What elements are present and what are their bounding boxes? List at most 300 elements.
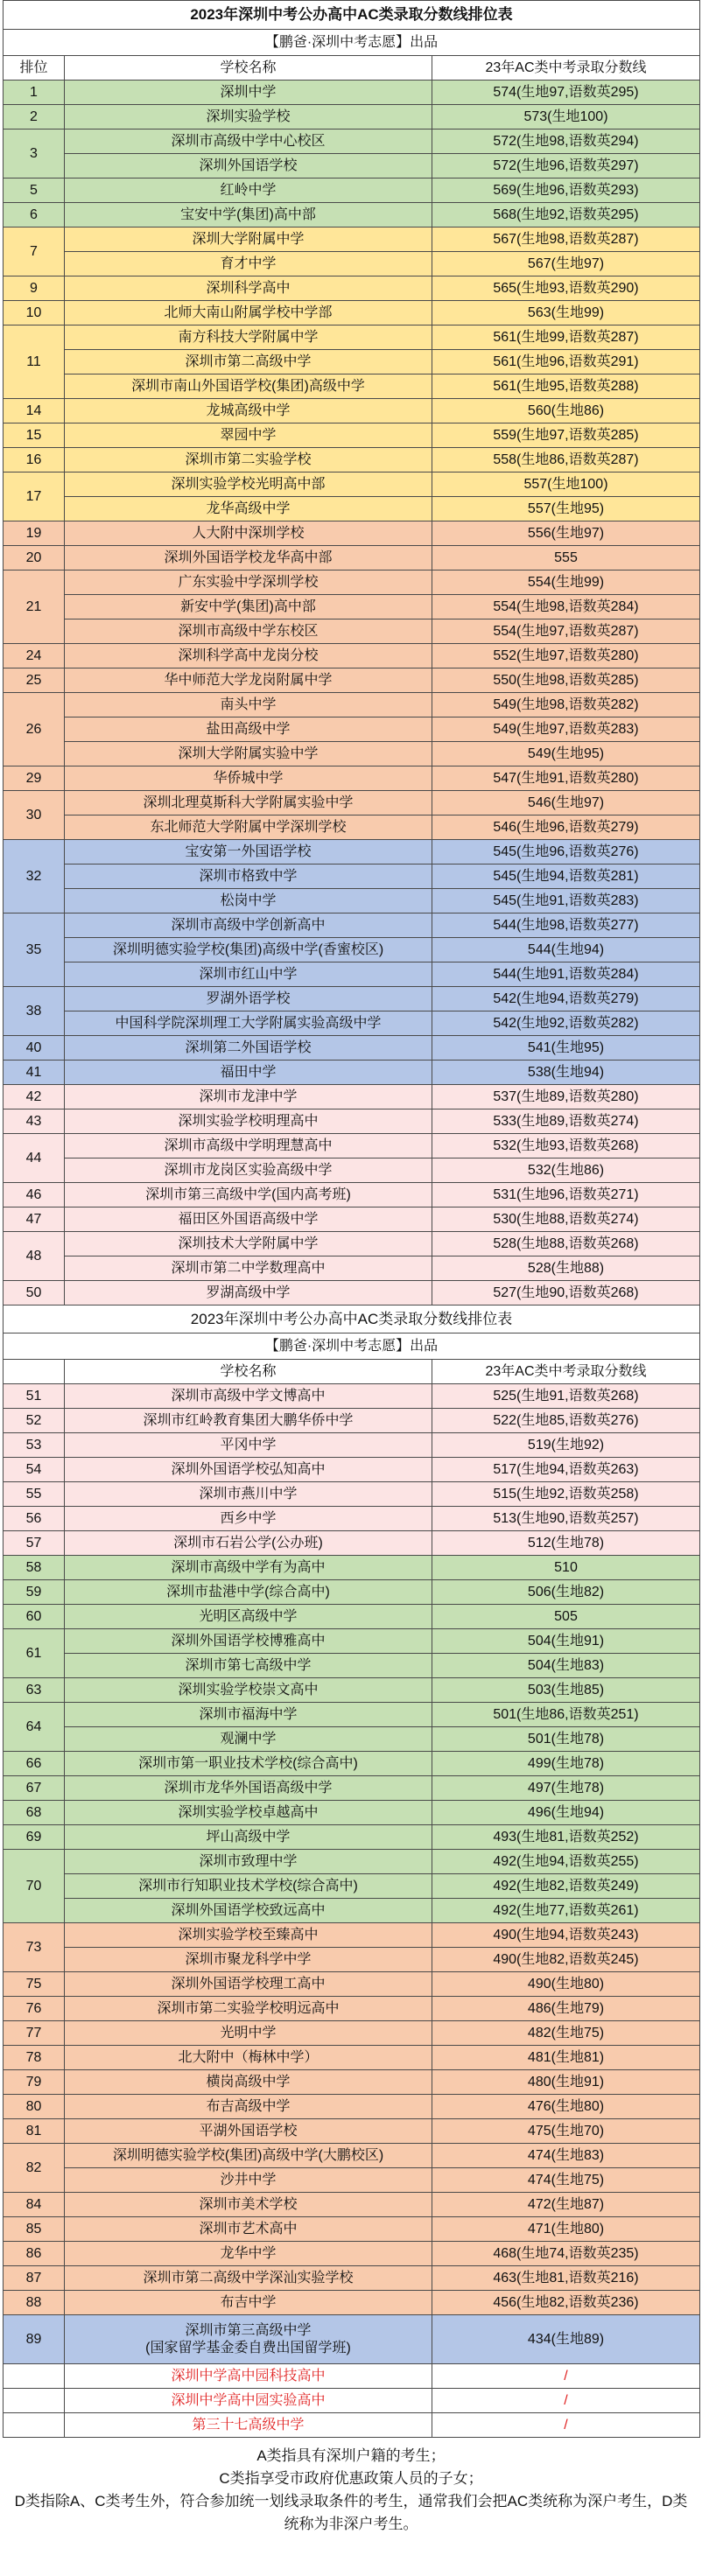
rank-cell: 61 xyxy=(4,1629,65,1678)
table-row xyxy=(4,1776,700,1801)
rank-cell: 48 xyxy=(4,1232,65,1281)
rank-cell: 35 xyxy=(4,914,65,987)
school-cell: 深圳市行知职业技术学校(综合高中) xyxy=(65,1874,432,1899)
rank-cell: 11 xyxy=(4,326,65,399)
rank-cell: 75 xyxy=(4,1972,65,1997)
score-cell: 545(生地91,语数英283) xyxy=(432,889,700,914)
rank-cell: 5 xyxy=(4,178,65,203)
school-cell: 罗湖高级中学 xyxy=(65,1281,432,1306)
score-cell: 481(生地81) xyxy=(432,2046,700,2070)
school-cell: 深圳市致理中学 xyxy=(65,1850,432,1874)
score-cell: 499(生地78) xyxy=(432,1752,700,1776)
rank-cell xyxy=(4,2364,65,2389)
table-row xyxy=(4,914,700,938)
rank-cell: 69 xyxy=(4,1825,65,1850)
school-cell: 红岭中学 xyxy=(65,178,432,203)
school-cell: 深圳实验学校至臻高中 xyxy=(65,1923,432,1948)
table-row xyxy=(4,2070,700,2095)
table-row xyxy=(4,1507,700,1531)
table-row xyxy=(4,522,700,546)
school-cell: 深圳市高级中学中心校区 xyxy=(65,130,432,154)
header-school: 学校名称 xyxy=(65,1360,432,1384)
score-cell: 490(生地80) xyxy=(432,1972,700,1997)
rank-cell: 64 xyxy=(4,1703,65,1752)
school-cell: 深圳市第二中学数理高中 xyxy=(65,1256,432,1281)
table-row xyxy=(4,2095,700,2119)
rank-cell: 66 xyxy=(4,1752,65,1776)
score-cell: 567(生地98,语数英287) xyxy=(432,228,700,252)
table-row xyxy=(4,2144,700,2168)
score-cell: 476(生地80) xyxy=(432,2095,700,2119)
table-row xyxy=(4,718,700,742)
score-cell: 557(生地95) xyxy=(432,497,700,522)
rank-cell: 56 xyxy=(4,1507,65,1531)
rank-cell: 1 xyxy=(4,80,65,105)
table-row xyxy=(4,1752,700,1776)
table-row xyxy=(4,791,700,816)
table-row xyxy=(4,228,700,252)
table-row xyxy=(4,742,700,766)
score-cell: 434(生地89) xyxy=(432,2315,700,2364)
score-cell: 531(生地96,语数英271) xyxy=(432,1183,700,1208)
school-cell: 中国科学院深圳理工大学附属实验高级中学 xyxy=(65,1012,432,1036)
score-cell: 517(生地94,语数英263) xyxy=(432,1458,700,1482)
school-cell: 盐田高级中学 xyxy=(65,718,432,742)
table-row xyxy=(4,301,700,326)
table-row xyxy=(4,620,700,644)
score-cell: 504(生地83) xyxy=(432,1654,700,1678)
table-row xyxy=(4,840,700,864)
school-cell: 深圳市格致中学 xyxy=(65,864,432,889)
score-cell: 541(生地95) xyxy=(432,1036,700,1060)
rank-cell: 82 xyxy=(4,2144,65,2193)
table-row xyxy=(4,2021,700,2046)
table-row xyxy=(4,595,700,620)
school-cell: 深圳市第二高级中学 xyxy=(65,350,432,374)
school-cell: 人大附中深圳学校 xyxy=(65,522,432,546)
score-cell: 532(生地93,语数英268) xyxy=(432,1134,700,1158)
school-cell: 龙城高级中学 xyxy=(65,399,432,424)
score-cell: 558(生地86,语数英287) xyxy=(432,448,700,472)
table-row xyxy=(4,1997,700,2021)
score-cell: 573(生地100) xyxy=(432,105,700,130)
score-cell: 505 xyxy=(432,1605,700,1629)
school-cell: 北师大南山附属学校中学部 xyxy=(65,301,432,326)
school-cell: 龙华高级中学 xyxy=(65,497,432,522)
table-row xyxy=(4,1036,700,1060)
score-cell: 572(生地96,语数英297) xyxy=(432,154,700,178)
school-cell: 罗湖外语学校 xyxy=(65,987,432,1012)
score-cell: 569(生地96,语数英293) xyxy=(432,178,700,203)
table-row xyxy=(4,816,700,840)
score-cell: 475(生地70) xyxy=(432,2119,700,2144)
rank-cell: 52 xyxy=(4,1409,65,1433)
school-cell: 深圳外国语学校弘知高中 xyxy=(65,1458,432,1482)
score-cell: 563(生地99) xyxy=(432,301,700,326)
table-row xyxy=(4,1281,700,1306)
table-row xyxy=(4,1801,700,1825)
school-cell: 深圳市第三高级中学(国内高考班) xyxy=(65,1183,432,1208)
school-cell: 育才中学 xyxy=(65,252,432,276)
score-cell: 522(生地85,语数英276) xyxy=(432,1409,700,1433)
score-cell: 550(生地98,语数英285) xyxy=(432,668,700,693)
rank-cell: 19 xyxy=(4,522,65,546)
rank-cell: 60 xyxy=(4,1605,65,1629)
table-row xyxy=(4,1948,700,1972)
school-cell: 福田中学 xyxy=(65,1060,432,1085)
school-cell: 深圳实验学校卓越高中 xyxy=(65,1801,432,1825)
table-row xyxy=(4,448,700,472)
table-row xyxy=(4,1384,700,1409)
table-row xyxy=(4,1580,700,1605)
table-row xyxy=(4,374,700,399)
score-cell: 544(生地94) xyxy=(432,938,700,962)
school-cell: 深圳市福海中学 xyxy=(65,1703,432,1727)
rank-cell: 40 xyxy=(4,1036,65,1060)
rank-cell: 57 xyxy=(4,1531,65,1556)
rank-cell xyxy=(4,2389,65,2413)
school-cell: 深圳市红山中学 xyxy=(65,962,432,987)
score-cell: 556(生地97) xyxy=(432,522,700,546)
school-cell: 深圳科学高中 xyxy=(65,276,432,301)
score-cell: 546(生地96,语数英279) xyxy=(432,816,700,840)
rank-cell: 54 xyxy=(4,1458,65,1482)
school-cell: 南方科技大学附属中学 xyxy=(65,326,432,350)
header-score: 23年AC类中考录取分数线 xyxy=(432,1360,700,1384)
score-cell: 471(生地80) xyxy=(432,2217,700,2242)
score-cell: / xyxy=(432,2364,700,2389)
score-cell: 492(生地82,语数英249) xyxy=(432,1874,700,1899)
table-row xyxy=(4,962,700,987)
header-school: 学校名称 xyxy=(65,56,432,80)
score-cell: 574(生地97,语数英295) xyxy=(432,80,700,105)
rank-cell: 79 xyxy=(4,2070,65,2095)
school-cell: 深圳大学附属实验中学 xyxy=(65,742,432,766)
rank-cell: 26 xyxy=(4,693,65,766)
school-cell: 深圳市第二实验学校 xyxy=(65,448,432,472)
rank-cell: 63 xyxy=(4,1678,65,1703)
school-cell: 深圳市第二高级中学深汕实验学校 xyxy=(65,2266,432,2291)
rank-cell: 29 xyxy=(4,766,65,791)
table-row xyxy=(4,2168,700,2193)
table-row xyxy=(4,154,700,178)
table-row xyxy=(4,668,700,693)
score-cell: 561(生地96,语数英291) xyxy=(432,350,700,374)
table-header xyxy=(4,56,700,80)
rank-cell: 84 xyxy=(4,2193,65,2217)
rank-cell: 20 xyxy=(4,546,65,570)
rank-cell: 73 xyxy=(4,1923,65,1972)
school-cell: 深圳第二外国语学校 xyxy=(65,1036,432,1060)
table-row xyxy=(4,424,700,448)
table-row xyxy=(4,766,700,791)
score-cell: 568(生地92,语数英295) xyxy=(432,203,700,228)
table-row xyxy=(4,1899,700,1923)
rank-cell: 47 xyxy=(4,1208,65,1232)
rank-cell xyxy=(4,2413,65,2438)
table-row xyxy=(4,1110,700,1134)
rank-cell: 7 xyxy=(4,228,65,276)
score-cell: 544(生地98,语数英277) xyxy=(432,914,700,938)
rank-cell: 76 xyxy=(4,1997,65,2021)
table-row xyxy=(4,1232,700,1256)
score-cell: 542(生地94,语数英279) xyxy=(432,987,700,1012)
table-row xyxy=(4,1482,700,1507)
rank-cell: 17 xyxy=(4,472,65,522)
score-cell: 567(生地97) xyxy=(432,252,700,276)
score-cell: 530(生地88,语数英274) xyxy=(432,1208,700,1232)
rank-cell: 67 xyxy=(4,1776,65,1801)
table-row xyxy=(4,1085,700,1110)
table-row xyxy=(4,1629,700,1654)
score-cell: 506(生地82) xyxy=(432,1580,700,1605)
table-row xyxy=(4,276,700,301)
school-cell: 深圳大学附属中学 xyxy=(65,228,432,252)
table-row xyxy=(4,938,700,962)
school-cell: 松岗中学 xyxy=(65,889,432,914)
footer-note-c: C类指享受市政府优惠政策人员的子女； xyxy=(219,2470,483,2487)
school-cell: 横岗高级中学 xyxy=(65,2070,432,2095)
table-row xyxy=(4,1727,700,1752)
school-cell: 西乡中学 xyxy=(65,1507,432,1531)
rank-cell: 50 xyxy=(4,1281,65,1306)
school-cell: 光明中学 xyxy=(65,2021,432,2046)
score-cell: 561(生地95,语数英288) xyxy=(432,374,700,399)
score-cell: 492(生地94,语数英255) xyxy=(432,1850,700,1874)
score-cell: / xyxy=(432,2389,700,2413)
table-row xyxy=(4,2266,700,2291)
table-row xyxy=(4,350,700,374)
rank-cell: 51 xyxy=(4,1384,65,1409)
table-row xyxy=(4,1923,700,1948)
table-title: 2023年深圳中考公办高中AC类录取分数线排位表 xyxy=(4,1,700,30)
table-row xyxy=(4,1556,700,1580)
school-cell: 深圳科学高中龙岗分校 xyxy=(65,644,432,668)
rank-cell: 85 xyxy=(4,2217,65,2242)
table-row xyxy=(4,1850,700,1874)
table-row xyxy=(4,889,700,914)
school-cell: 深圳市南山外国语学校(集团)高级中学 xyxy=(65,374,432,399)
rank-cell: 10 xyxy=(4,301,65,326)
score-cell: / xyxy=(432,2413,700,2438)
rank-cell: 16 xyxy=(4,448,65,472)
table-row xyxy=(4,399,700,424)
score-cell: 545(生地96,语数英276) xyxy=(432,840,700,864)
footer-note-d: D类指除A、C类考生外，符合参加统一划线录取条件的考生，通常我们会把AC类统称为深户考生，D类统称为非深户考生。 xyxy=(14,2493,688,2532)
table-title-2: 2023年深圳中考公办高中AC类录取分数线排位表 xyxy=(4,1306,700,1334)
score-cell: 527(生地90,语数英268) xyxy=(432,1281,700,1306)
school-cell: 布吉高级中学 xyxy=(65,2095,432,2119)
school-cell: 沙井中学 xyxy=(65,2168,432,2193)
score-cell: 492(生地77,语数英261) xyxy=(432,1899,700,1923)
rank-cell: 59 xyxy=(4,1580,65,1605)
rank-cell: 42 xyxy=(4,1085,65,1110)
table-row xyxy=(4,1678,700,1703)
school-cell: 北大附中（梅林中学） xyxy=(65,2046,432,2070)
school-cell: 深圳中学 xyxy=(65,80,432,105)
rank-cell: 55 xyxy=(4,1482,65,1507)
rank-cell: 87 xyxy=(4,2266,65,2291)
school-cell: 深圳北理莫斯科大学附属实验中学 xyxy=(65,791,432,816)
table-row xyxy=(4,1605,700,1629)
rank-cell: 86 xyxy=(4,2242,65,2266)
table-row xyxy=(4,2242,700,2266)
school-cell: 深圳市高级中学创新高中 xyxy=(65,914,432,938)
rank-cell: 44 xyxy=(4,1134,65,1183)
score-table xyxy=(3,0,700,2438)
school-cell: 深圳外国语学校博雅高中 xyxy=(65,1629,432,1654)
score-cell: 493(生地81,语数英252) xyxy=(432,1825,700,1850)
table-row xyxy=(4,2291,700,2315)
table-row xyxy=(4,472,700,497)
score-cell: 572(生地98,语数英294) xyxy=(432,130,700,154)
rank-cell: 68 xyxy=(4,1801,65,1825)
school-cell: 新安中学(集团)高中部 xyxy=(65,595,432,620)
score-cell: 546(生地97) xyxy=(432,791,700,816)
score-cell: 468(生地74,语数英235) xyxy=(432,2242,700,2266)
rank-cell: 25 xyxy=(4,668,65,693)
table-row xyxy=(4,2119,700,2144)
rank-cell: 3 xyxy=(4,130,65,178)
school-cell xyxy=(65,2315,432,2364)
table-header-2 xyxy=(4,1360,700,1384)
school-cell: 宝安中学(集团)高中部 xyxy=(65,203,432,228)
school-cell: 平冈中学 xyxy=(65,1433,432,1458)
table-row xyxy=(4,1183,700,1208)
score-cell: 557(生地100) xyxy=(432,472,700,497)
table-row xyxy=(4,2315,700,2364)
school-cell: 深圳市第七高级中学 xyxy=(65,1654,432,1678)
school-cell: 深圳市红岭教育集团大鹏华侨中学 xyxy=(65,1409,432,1433)
rank-cell: 46 xyxy=(4,1183,65,1208)
score-cell: 532(生地86) xyxy=(432,1158,700,1183)
score-cell: 533(生地89,语数英274) xyxy=(432,1110,700,1134)
school-cell: 光明区高级中学 xyxy=(65,1605,432,1629)
score-cell: 528(生地88) xyxy=(432,1256,700,1281)
table-row xyxy=(4,693,700,718)
school-cell: 深圳市高级中学东校区 xyxy=(65,620,432,644)
table-row xyxy=(4,252,700,276)
school-cell: 坪山高级中学 xyxy=(65,1825,432,1850)
table-row xyxy=(4,1654,700,1678)
school-cell: 布吉中学 xyxy=(65,2291,432,2315)
score-cell: 525(生地91,语数英268) xyxy=(432,1384,700,1409)
score-cell: 474(生地83) xyxy=(432,2144,700,2168)
rank-cell: 77 xyxy=(4,2021,65,2046)
school-cell: 深圳外国语学校理工高中 xyxy=(65,1972,432,1997)
score-cell: 565(生地93,语数英290) xyxy=(432,276,700,301)
school-cell: 翠园中学 xyxy=(65,424,432,448)
score-cell: 486(生地79) xyxy=(432,1997,700,2021)
score-cell: 456(生地82,语数英236) xyxy=(432,2291,700,2315)
score-cell: 554(生地99) xyxy=(432,570,700,595)
score-cell: 560(生地86) xyxy=(432,399,700,424)
school-cell: 深圳实验学校崇文高中 xyxy=(65,1678,432,1703)
school-cell: 深圳明德实验学校(集团)高级中学(香蜜校区) xyxy=(65,938,432,962)
score-cell: 490(生地94,语数英243) xyxy=(432,1923,700,1948)
school-cell: 深圳市第一职业技术学校(综合高中) xyxy=(65,1752,432,1776)
rank-cell: 38 xyxy=(4,987,65,1036)
source-note-2: 【鹏爸·深圳中考志愿】出品 xyxy=(4,1334,700,1360)
table-row xyxy=(4,1874,700,1899)
score-cell: 496(生地94) xyxy=(432,1801,700,1825)
school-cell: 深圳市高级中学文博高中 xyxy=(65,1384,432,1409)
school-cell: 深圳市石岩公学(公办班) xyxy=(65,1531,432,1556)
school-cell: 广东实验中学深圳学校 xyxy=(65,570,432,595)
school-cell: 华中师范大学龙岗附属中学 xyxy=(65,668,432,693)
score-cell: 463(生地81,语数英216) xyxy=(432,2266,700,2291)
school-name: 深圳市第三高级中学 xyxy=(185,2322,312,2338)
school-cell: 深圳市高级中学明理慧高中 xyxy=(65,1134,432,1158)
section2-note-row xyxy=(4,1334,700,1360)
rank-cell: 70 xyxy=(4,1850,65,1923)
school-cell: 深圳市盐港中学(综合高中) xyxy=(65,1580,432,1605)
school-cell: 深圳明德实验学校(集团)高级中学(大鹏校区) xyxy=(65,2144,432,2168)
table-row xyxy=(4,546,700,570)
school-cell: 深圳中学高中园科技高中 xyxy=(65,2364,432,2389)
school-cell: 深圳市艺术高中 xyxy=(65,2217,432,2242)
score-cell: 474(生地75) xyxy=(432,2168,700,2193)
rank-cell: 9 xyxy=(4,276,65,301)
rank-cell: 30 xyxy=(4,791,65,840)
score-cell: 519(生地92) xyxy=(432,1433,700,1458)
rank-cell: 88 xyxy=(4,2291,65,2315)
score-cell: 542(生地92,语数英282) xyxy=(432,1012,700,1036)
rank-cell: 15 xyxy=(4,424,65,448)
score-cell: 549(生地95) xyxy=(432,742,700,766)
school-cell: 东北师范大学附属中学深圳学校 xyxy=(65,816,432,840)
table-row xyxy=(4,497,700,522)
table-row xyxy=(4,1012,700,1036)
table-row xyxy=(4,1703,700,1727)
footer-note-a: A类指具有深圳户籍的考生； xyxy=(256,2447,446,2464)
school-cell: 龙华中学 xyxy=(65,2242,432,2266)
school-cell: 南头中学 xyxy=(65,693,432,718)
table-row xyxy=(4,1208,700,1232)
school-cell: 深圳市第二实验学校明远高中 xyxy=(65,1997,432,2021)
table-row xyxy=(4,80,700,105)
score-cell: 549(生地98,语数英282) xyxy=(432,693,700,718)
rank-cell: 21 xyxy=(4,570,65,644)
rank-cell: 14 xyxy=(4,399,65,424)
table-row xyxy=(4,1060,700,1085)
score-cell: 504(生地91) xyxy=(432,1629,700,1654)
school-cell: 深圳市聚龙科学中学 xyxy=(65,1948,432,1972)
school-cell: 第三十七高级中学 xyxy=(65,2413,432,2438)
score-cell: 497(生地78) xyxy=(432,1776,700,1801)
rank-cell: 43 xyxy=(4,1110,65,1134)
school-cell: 深圳外国语学校致远高中 xyxy=(65,1899,432,1923)
table-row xyxy=(4,1433,700,1458)
rank-cell: 41 xyxy=(4,1060,65,1085)
source-note: 【鹏爸·深圳中考志愿】出品 xyxy=(4,30,700,56)
school-cell: 深圳市龙华外国语高级中学 xyxy=(65,1776,432,1801)
school-cell: 深圳实验学校明理高中 xyxy=(65,1110,432,1134)
table-row xyxy=(4,1158,700,1183)
table-row xyxy=(4,2193,700,2217)
rank-cell: 32 xyxy=(4,840,65,914)
rank-cell: 81 xyxy=(4,2119,65,2144)
school-cell: 深圳中学高中园实验高中 xyxy=(65,2389,432,2413)
score-cell: 501(生地78) xyxy=(432,1727,700,1752)
score-cell: 501(生地86,语数英251) xyxy=(432,1703,700,1727)
rank-cell: 78 xyxy=(4,2046,65,2070)
header-rank: 排位 xyxy=(4,56,65,80)
score-cell: 528(生地88,语数英268) xyxy=(432,1232,700,1256)
school-cell: 深圳市龙岗区实验高级中学 xyxy=(65,1158,432,1183)
table-row xyxy=(4,864,700,889)
table-row xyxy=(4,1972,700,1997)
